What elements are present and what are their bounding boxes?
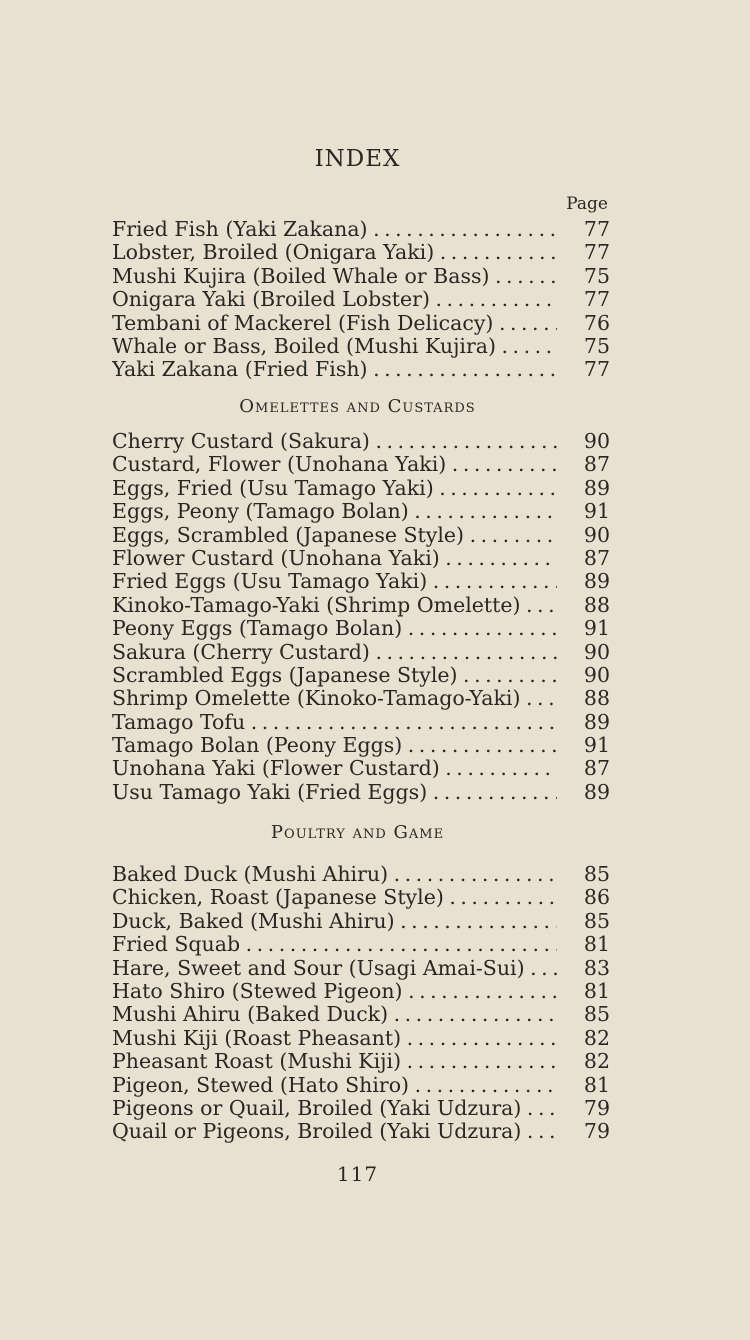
index-entry-label: Duck, Baked (Mushi Ahiru) . . . [112, 910, 557, 933]
index-entry-page: 89 [583, 569, 610, 594]
index-entry [112, 933, 610, 956]
index-entry-label: Chicken, Roast (Japanese Style) . . . [112, 886, 557, 909]
index-entry-page: 75 [583, 263, 610, 288]
index-entry [112, 1074, 610, 1097]
index-entry [112, 617, 610, 640]
index-entry-label: Fried Squab . . . [112, 933, 557, 956]
index-entry-page: 91 [583, 616, 610, 641]
index-entry [112, 641, 610, 664]
index-entry-page: 77 [583, 217, 610, 241]
index-entry-page: 82 [583, 1049, 610, 1074]
index-entry-label: Flower Custard (Unohana Yaki) . . . [112, 547, 557, 570]
index-entry-label: Peony Eggs (Tamago Bolan) . . . [112, 617, 557, 640]
index-entry [112, 711, 610, 734]
index-entry-label: Lobster, Broiled (Onigara Yaki) . . . [112, 241, 557, 264]
index-entry-page: 75 [583, 333, 610, 358]
index-entry [112, 218, 610, 241]
index-entry [112, 335, 610, 358]
index-entry [112, 477, 610, 500]
index-entry-page: 83 [583, 955, 610, 980]
index-entry-label: Hare, Sweet and Sour (Usagi Amai-Sui) . . . [112, 957, 557, 980]
index-entry-page: 89 [583, 709, 610, 734]
index-entry-label: Tembani of Mackerel (Fish Delicacy) . . . [112, 312, 557, 335]
index-list-poultry-game [112, 863, 610, 1144]
section-heading-poultry-game: Poultry and Game [270, 822, 445, 843]
index-entry-page: 88 [583, 592, 610, 617]
index-entry [112, 757, 610, 780]
index-entry [112, 312, 610, 335]
index-entry-label: Mushi Kujira (Boiled Whale or Bass) . . . [112, 265, 557, 288]
index-entry [112, 547, 610, 570]
index-entry-label: Mushi Ahiru (Baked Duck) . . . [112, 1003, 557, 1026]
index-entry-label: Hato Shiro (Stewed Pigeon) . . . [112, 980, 557, 1003]
index-entry [112, 957, 610, 980]
index-entry-label: Kinoko-Tamago-Yaki (Shrimp Omelette) . . . [112, 594, 557, 617]
index-entry [112, 980, 610, 1003]
index-entry [112, 500, 610, 523]
index-entry-page: 87 [583, 545, 610, 570]
index-entry-label: Shrimp Omelette (Kinoko-Tamago-Yaki) . . . [112, 687, 557, 710]
section-heading-omelettes-custards: Omelettes and Custards [239, 396, 476, 417]
index-entry-label: Quail or Pigeons, Broiled (Yaki Udzura) . . . [112, 1120, 557, 1143]
index-entry-label: Fried Fish (Yaki Zakana) . . . [112, 218, 557, 241]
index-entry-page: 81 [583, 978, 610, 1003]
index-entry [112, 1097, 610, 1120]
index-entry-label: Tamago Tofu . . . [112, 711, 557, 734]
index-entry-label: Mushi Kiji (Roast Pheasant) . . . [112, 1027, 557, 1050]
index-entry-page: 90 [583, 522, 610, 547]
index-list-fish [112, 218, 610, 382]
index-entry-page: 85 [583, 1002, 610, 1027]
index-entry-label: Eggs, Fried (Usu Tamago Yaki) . . . [112, 477, 557, 500]
index-entry-page: 76 [583, 310, 610, 335]
index-entry [112, 1050, 610, 1073]
index-entry-label: Eggs, Peony (Tamago Bolan) . . . [112, 500, 557, 523]
index-entry-page: 86 [583, 885, 610, 910]
index-entry [112, 863, 610, 886]
index-entry [112, 453, 610, 476]
index-entry-label: Scrambled Eggs (Japanese Style) . . . [112, 664, 557, 687]
index-entry [112, 1027, 610, 1050]
index-entry-label: Pigeon, Stewed (Hato Shiro) . . . [112, 1074, 557, 1097]
index-entry-page: 77 [583, 357, 610, 382]
index-entry-page: 88 [583, 686, 610, 711]
index-entry [112, 594, 610, 617]
index-entry-page: 90 [583, 429, 610, 453]
index-entry [112, 430, 610, 453]
index-entry [112, 781, 610, 804]
index-entry-page: 87 [583, 452, 610, 477]
index-entry-page: 89 [583, 779, 610, 804]
index-entry-label: Custard, Flower (Unohana Yaki) . . . [112, 453, 557, 476]
index-entry-label: Sakura (Cherry Custard) . . . [112, 641, 557, 664]
index-entry-label: Whale or Bass, Boiled (Mushi Kujira) . . . [112, 335, 557, 358]
index-entry [112, 570, 610, 593]
index-entry-page: 89 [583, 475, 610, 500]
index-entry-label: Pheasant Roast (Mushi Kiji) . . . [112, 1050, 557, 1073]
index-entry [112, 910, 610, 933]
index-entry-page: 91 [583, 733, 610, 758]
index-entry-label: Pigeons or Quail, Broiled (Yaki Udzura) . . . [112, 1097, 557, 1120]
index-entry-label: Baked Duck (Mushi Ahiru) . . . [112, 863, 557, 886]
index-entry [112, 241, 610, 264]
index-entry-page: 85 [583, 862, 610, 886]
index-entry-page: 77 [583, 240, 610, 265]
index-entry-page: 87 [583, 756, 610, 781]
index-entry [112, 687, 610, 710]
index-entry-page: 77 [583, 287, 610, 312]
index-entry-label: Fried Eggs (Usu Tamago Yaki) . . . [112, 570, 557, 593]
index-entry [112, 886, 610, 909]
index-entry-page: 85 [583, 908, 610, 933]
index-entry [112, 358, 610, 381]
index-entry [112, 288, 610, 311]
index-entry [112, 1120, 610, 1143]
index-entry-page: 90 [583, 639, 610, 664]
page-title: INDEX [314, 146, 401, 172]
index-entry [112, 265, 610, 288]
index-entry [112, 524, 610, 547]
index-list-omelettes-custards [112, 430, 610, 804]
page-column-heading: Page [566, 194, 608, 214]
index-entry-label: Unohana Yaki (Flower Custard) . . . [112, 757, 557, 780]
index-entry-page: 82 [583, 1025, 610, 1050]
page-number: 117 [336, 1162, 379, 1186]
index-entry-page: 79 [583, 1095, 610, 1120]
index-entry [112, 1003, 610, 1026]
index-entry-label: Eggs, Scrambled (Japanese Style) . . . [112, 524, 557, 547]
index-entry-page: 81 [583, 1072, 610, 1097]
index-entry-label: Cherry Custard (Sakura) . . . [112, 430, 557, 453]
index-entry [112, 734, 610, 757]
index-entry-label: Onigara Yaki (Broiled Lobster) . . . [112, 288, 557, 311]
index-entry-label: Usu Tamago Yaki (Fried Eggs) . . . [112, 781, 557, 804]
index-entry [112, 664, 610, 687]
index-entry-label: Yaki Zakana (Fried Fish) . . . [112, 358, 557, 381]
index-entry-page: 90 [583, 662, 610, 687]
index-entry-page: 79 [583, 1119, 610, 1144]
index-entry-label: Tamago Bolan (Peony Eggs) . . . [112, 734, 557, 757]
index-entry-page: 91 [583, 499, 610, 524]
index-entry-page: 81 [583, 932, 610, 957]
